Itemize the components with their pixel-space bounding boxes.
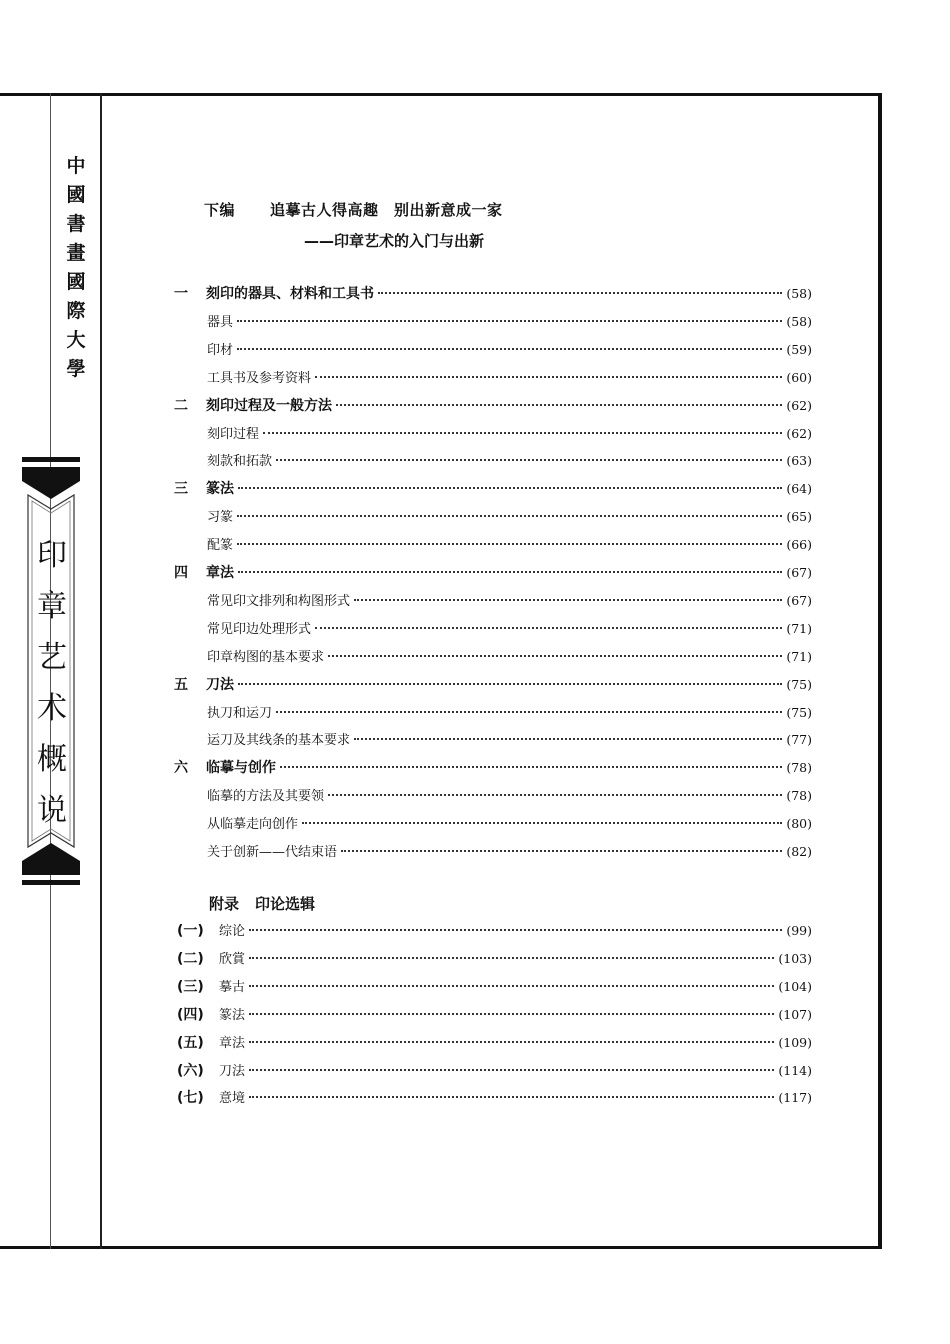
toc-entry[interactable] bbox=[174, 674, 812, 696]
dot-leader bbox=[328, 655, 782, 657]
toc-entry-number: (一) bbox=[177, 923, 204, 939]
toc-entry-title: 从临摹走向创作 bbox=[207, 817, 299, 833]
toc-entry[interactable] bbox=[207, 646, 812, 668]
dot-leader bbox=[249, 1069, 774, 1071]
toc-entry[interactable] bbox=[174, 395, 812, 417]
dot-leader bbox=[328, 794, 782, 796]
toc-entry-page: (64) bbox=[786, 481, 812, 497]
toc-entry-title: 刀法 bbox=[206, 676, 234, 693]
series-title-char: 大 bbox=[66, 329, 86, 351]
toc-entry-title: 常见印文排列和构图形式 bbox=[207, 593, 351, 609]
toc-entry-title: 关于创新——代结束语 bbox=[207, 845, 338, 860]
dot-leader bbox=[341, 850, 782, 852]
toc-entry-page: (62) bbox=[786, 425, 812, 441]
dot-leader bbox=[249, 957, 774, 959]
toc-entry-number: (六) bbox=[177, 1062, 204, 1079]
dot-leader bbox=[263, 432, 782, 434]
toc-entry-page: (78) bbox=[786, 788, 812, 804]
toc-entry[interactable] bbox=[174, 478, 812, 500]
toc-entry-page: (71) bbox=[786, 620, 812, 636]
toc-entry-title: 器具 bbox=[207, 314, 234, 330]
toc-entry[interactable] bbox=[207, 590, 812, 612]
toc-entry-number: 一 bbox=[174, 286, 188, 302]
toc-entry-page: (80) bbox=[786, 816, 812, 832]
toc-entry-number: 五 bbox=[174, 676, 188, 693]
toc-entry-page: (99) bbox=[786, 923, 812, 938]
toc-entry-page: (59) bbox=[786, 341, 812, 357]
toc-entry-page: (103) bbox=[778, 950, 812, 966]
toc-entry-number: (五) bbox=[177, 1034, 204, 1051]
toc-entry-page: (58) bbox=[786, 313, 812, 329]
toc-entry-title: 印材 bbox=[207, 342, 234, 358]
dot-leader bbox=[276, 459, 782, 461]
toc-entry-page: (71) bbox=[786, 648, 812, 664]
dot-leader bbox=[280, 766, 782, 768]
book-title-char: 术 bbox=[37, 691, 67, 726]
toc-entry-title: 配篆 bbox=[207, 538, 234, 554]
toc-entry[interactable] bbox=[177, 1032, 812, 1054]
dot-leader bbox=[238, 571, 782, 573]
toc-entry[interactable] bbox=[177, 976, 812, 998]
dot-leader bbox=[354, 599, 782, 601]
toc-entry-title: 临摹的方法及其要领 bbox=[207, 789, 325, 805]
toc-entry[interactable] bbox=[207, 729, 812, 751]
toc-entry-title: 摹古 bbox=[219, 979, 246, 995]
book-title-char: 印 bbox=[37, 538, 67, 573]
toc-entry-page: (114) bbox=[778, 1062, 812, 1078]
series-title-char: 國 bbox=[66, 184, 86, 206]
part-heading bbox=[204, 199, 503, 220]
appendix-heading bbox=[209, 893, 315, 914]
dot-leader bbox=[249, 929, 782, 931]
dot-leader bbox=[237, 348, 782, 350]
dot-leader bbox=[276, 711, 782, 713]
part-label: 下编 bbox=[204, 201, 236, 219]
toc-entry[interactable] bbox=[207, 785, 812, 807]
appendix-title: 印论选辑 bbox=[255, 895, 316, 913]
toc-entry-title: 工具书及参考资料 bbox=[207, 370, 312, 386]
toc-entry-title: 刻印的器具、材料和工具书 bbox=[206, 286, 374, 302]
toc-entry-title: 临摹与创作 bbox=[206, 760, 276, 777]
toc-entry-number: 四 bbox=[174, 565, 188, 581]
dot-leader bbox=[302, 822, 782, 824]
toc-entry-title: 欣賞 bbox=[219, 951, 246, 967]
toc-entry[interactable] bbox=[207, 813, 812, 835]
dot-leader bbox=[238, 487, 782, 489]
dot-leader bbox=[237, 320, 782, 322]
toc-entry[interactable] bbox=[177, 948, 812, 970]
toc-entry[interactable] bbox=[174, 562, 812, 584]
toc-entry[interactable] bbox=[207, 423, 812, 445]
toc-entry-page: (107) bbox=[778, 1006, 812, 1022]
toc-entry[interactable] bbox=[207, 702, 812, 724]
toc-entry[interactable] bbox=[207, 367, 812, 389]
toc-entry-title: 刻印过程及一般方法 bbox=[206, 397, 332, 414]
toc-entry-page: (75) bbox=[786, 704, 812, 720]
toc-entry-number: (七) bbox=[177, 1090, 204, 1107]
toc-entry-page: (65) bbox=[786, 509, 812, 525]
book-title-char: 概 bbox=[37, 742, 67, 777]
toc-entry-number: (二) bbox=[177, 950, 204, 967]
toc-entry[interactable] bbox=[207, 841, 812, 863]
toc-entry[interactable] bbox=[207, 311, 812, 333]
dot-leader bbox=[238, 683, 782, 685]
part-title: 追摹古人得高趣 别出新意成一家 bbox=[270, 201, 503, 219]
toc-entry-title: 综论 bbox=[219, 924, 246, 939]
toc-entry-page: (66) bbox=[786, 537, 812, 553]
toc-entry[interactable] bbox=[207, 534, 812, 556]
dot-leader bbox=[237, 543, 782, 545]
toc-entry-page: (67) bbox=[786, 592, 812, 608]
toc-entry-title: 执刀和运刀 bbox=[207, 705, 273, 721]
dot-leader bbox=[336, 404, 782, 406]
series-title bbox=[62, 152, 90, 384]
toc-entry[interactable] bbox=[177, 1087, 812, 1109]
toc-entry[interactable] bbox=[174, 757, 812, 779]
toc-entry[interactable] bbox=[207, 339, 812, 361]
toc-entry-page: (62) bbox=[786, 397, 812, 413]
book-title-char: 章 bbox=[37, 589, 67, 624]
toc-entry-number: 三 bbox=[174, 481, 188, 498]
toc-entry[interactable] bbox=[177, 920, 812, 942]
toc-entry-title: 章法 bbox=[206, 565, 234, 581]
toc-entry[interactable] bbox=[207, 618, 812, 640]
toc-entry-page: (63) bbox=[786, 453, 812, 469]
series-title-char: 國 bbox=[66, 271, 86, 293]
dot-leader bbox=[249, 1013, 774, 1015]
toc-entry[interactable] bbox=[207, 450, 812, 472]
series-title-char: 際 bbox=[66, 300, 86, 322]
book-title-char: 艺 bbox=[37, 640, 67, 675]
toc-entry-title: 常见印边处理形式 bbox=[207, 621, 312, 637]
toc-entry-title: 印章构图的基本要求 bbox=[207, 649, 325, 665]
toc-entry-page: (82) bbox=[786, 844, 812, 859]
toc-entry-number: 二 bbox=[174, 397, 188, 414]
toc-entry[interactable] bbox=[177, 1060, 812, 1082]
toc-entry-title: 篆法 bbox=[219, 1007, 246, 1023]
series-title-char: 學 bbox=[66, 358, 86, 380]
toc-entry-page: (67) bbox=[786, 565, 812, 580]
toc-entry-title: 习篆 bbox=[207, 510, 234, 526]
toc-entry[interactable] bbox=[174, 283, 812, 305]
toc-entry-title: 篆法 bbox=[206, 481, 234, 498]
toc-entry-page: (60) bbox=[786, 369, 812, 385]
dot-leader bbox=[378, 292, 782, 294]
toc-entry-page: (104) bbox=[778, 978, 812, 994]
toc-entry-title: 刻款和拓款 bbox=[207, 454, 273, 470]
toc-entry[interactable] bbox=[177, 1004, 812, 1026]
dot-leader bbox=[249, 1096, 774, 1098]
series-title-char: 畫 bbox=[66, 242, 86, 264]
appendix-label: 附录 bbox=[209, 895, 240, 913]
toc-entry-page: (75) bbox=[786, 676, 812, 692]
book-title bbox=[28, 530, 76, 836]
toc-entry-page: (117) bbox=[778, 1090, 812, 1106]
toc-entry[interactable] bbox=[207, 506, 812, 528]
part-subtitle: ——印章艺术的入门与出新 bbox=[304, 232, 485, 250]
toc-entry-page: (77) bbox=[786, 732, 812, 748]
book-title-char: 说 bbox=[37, 793, 67, 828]
series-title-char: 中 bbox=[66, 155, 86, 177]
series-title-char: 書 bbox=[66, 213, 86, 235]
dot-leader bbox=[315, 376, 782, 378]
toc-entry-title: 运刀及其线条的基本要求 bbox=[207, 733, 351, 749]
toc-entry-title: 意境 bbox=[219, 1091, 246, 1107]
dot-leader bbox=[249, 985, 774, 987]
toc-entry-page: (58) bbox=[786, 286, 812, 301]
toc-entry-title: 章法 bbox=[219, 1035, 246, 1051]
dot-leader bbox=[249, 1041, 774, 1043]
toc-entry-number: 六 bbox=[174, 760, 188, 777]
toc-entry-number: (四) bbox=[177, 1006, 204, 1023]
toc-entry-page: (109) bbox=[778, 1034, 812, 1050]
toc-entry-title: 刀法 bbox=[219, 1063, 246, 1079]
toc-entry-page: (78) bbox=[786, 760, 812, 776]
dot-leader bbox=[237, 515, 782, 517]
dot-leader bbox=[315, 627, 782, 629]
toc-entry-number: (三) bbox=[177, 978, 204, 995]
dot-leader bbox=[354, 738, 782, 740]
toc-entry-title: 刻印过程 bbox=[207, 426, 260, 442]
sidebar-rule-right bbox=[100, 93, 102, 1249]
